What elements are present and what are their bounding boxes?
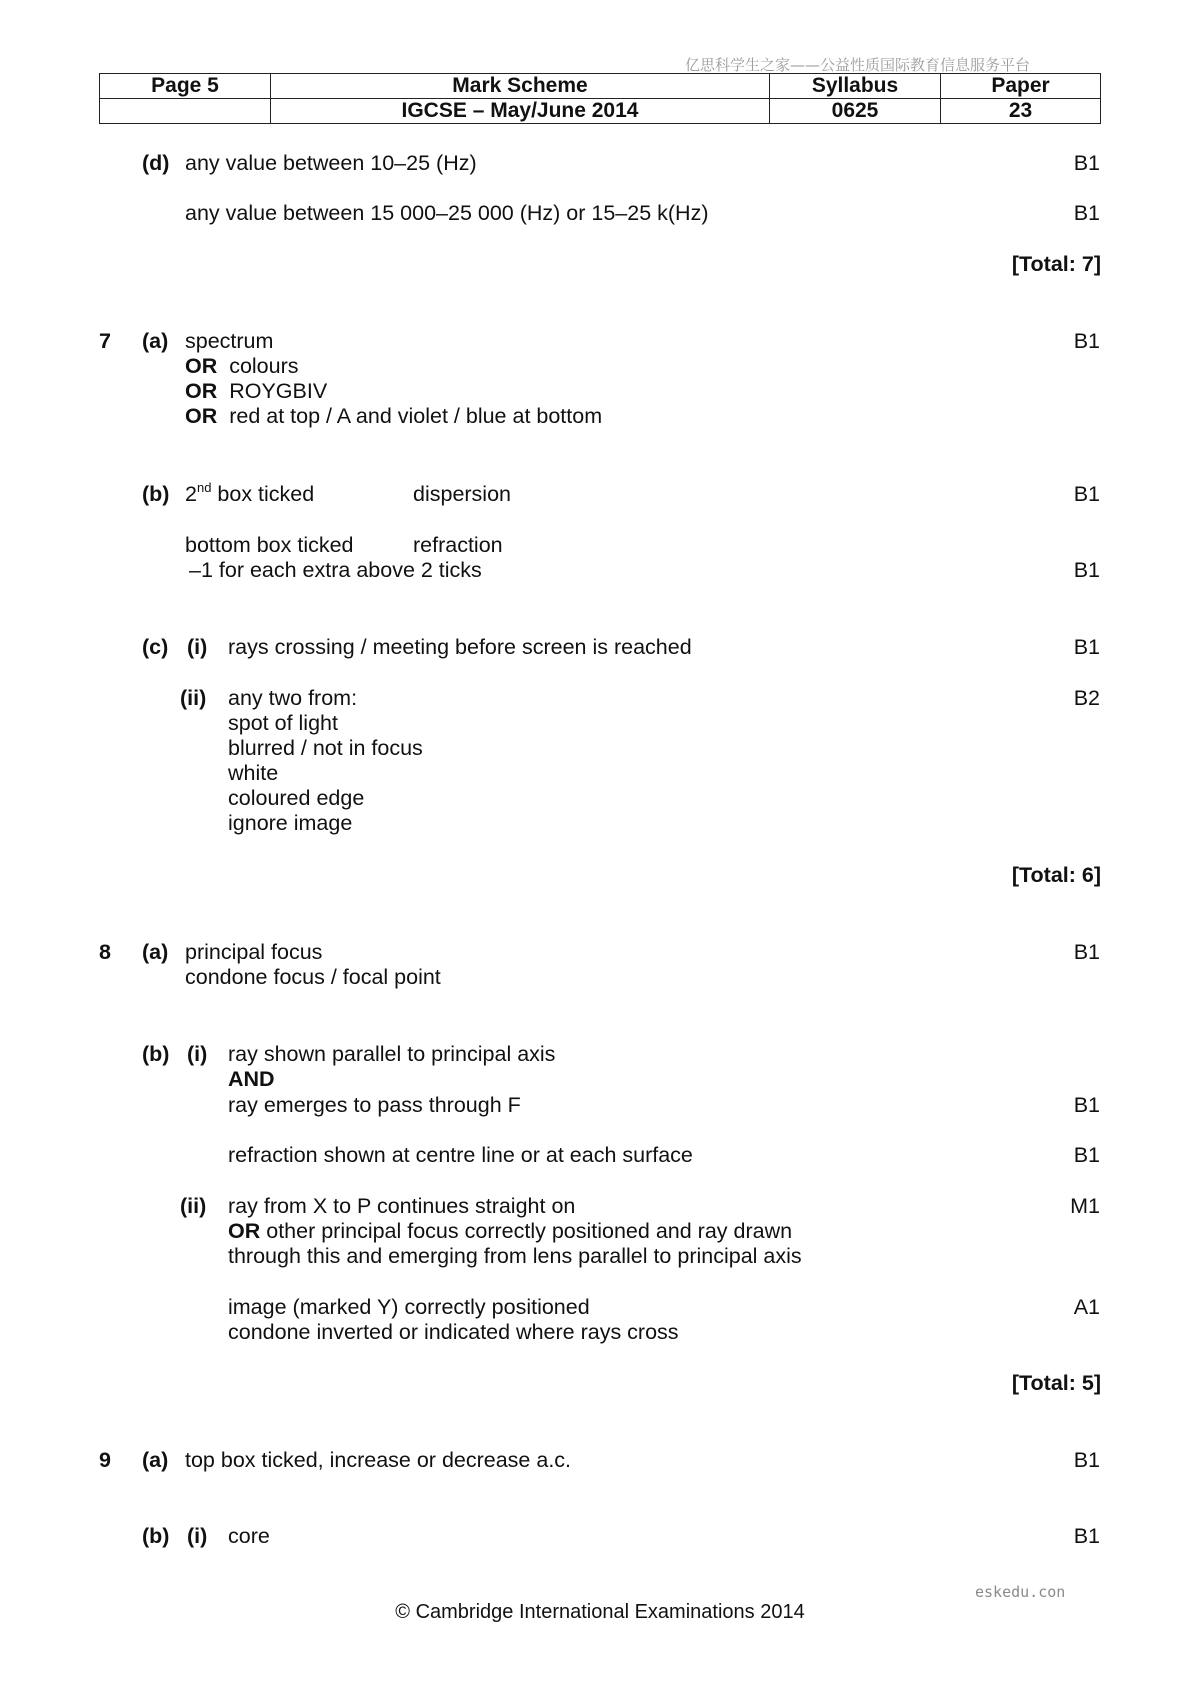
q7a-line1: spectrum	[185, 329, 274, 353]
q6-total: [Total: 7]	[1011, 252, 1101, 276]
q7b-term2: refraction	[413, 533, 503, 557]
q6d-label: (d)	[142, 151, 170, 175]
header-page: Page 5	[100, 74, 271, 99]
watermark-bottom: eskedu.con	[975, 1583, 1066, 1601]
q7a-alt2-text: ROYGBIV	[229, 379, 328, 403]
q6d-line1: any value between 10–25 (Hz)	[185, 151, 477, 175]
q7c-i-text: rays crossing / meeting before screen is reached	[228, 635, 692, 659]
q7b-line3: –1 for each extra above 2 ticks	[189, 558, 482, 582]
q7b-mark2: B1	[1073, 558, 1100, 582]
q8b-ii-line2-text: other principal focus correctly positioned and ray drawn	[266, 1219, 793, 1243]
q8b-i-line3: refraction shown at centre line or at each surface	[228, 1143, 693, 1167]
q9a-text: top box ticked, increase or decrease a.c.	[185, 1448, 572, 1472]
q8b-i-mark2: B1	[1073, 1143, 1100, 1167]
q8a-line1: principal focus	[185, 940, 323, 964]
q9b-i-label: (i)	[187, 1524, 208, 1548]
header-paper: 23	[941, 99, 1101, 124]
header-empty	[100, 99, 271, 124]
q7b-term1: dispersion	[413, 482, 511, 506]
q8b-i-mark1: B1	[1073, 1093, 1100, 1117]
q8a-mark: B1	[1073, 940, 1100, 964]
q7c-ii-line: ignore image	[228, 811, 353, 835]
q7b-line1	[185, 482, 314, 507]
header-table	[99, 73, 1101, 124]
q6d-mark1: B1	[1073, 151, 1100, 175]
q8b-i-and: AND	[228, 1067, 275, 1091]
or-keyword: OR	[185, 354, 218, 378]
q7c-ii-line: white	[228, 761, 279, 785]
q7a-alt1-text: colours	[229, 354, 299, 378]
q7b-label: (b)	[142, 482, 170, 506]
q7c-label: (c)	[142, 635, 169, 659]
q7a-alt3-text: red at top / A and violet / blue at bottom	[229, 404, 603, 428]
q8b-ii-line3: through this and emerging from lens parallel to principal axis	[228, 1244, 802, 1268]
q7c-ii-label: (ii)	[180, 686, 207, 710]
q7c-ii-line: coloured edge	[228, 786, 365, 810]
or-keyword: OR	[185, 379, 218, 403]
header-syllabus-label: Syllabus	[770, 74, 941, 99]
q7c-i-mark: B1	[1073, 635, 1100, 659]
q8b-ii-mark2: A1	[1073, 1295, 1100, 1319]
q8-number: 8	[99, 940, 111, 964]
q6d-mark2: B1	[1073, 201, 1100, 225]
q7c-ii-line: blurred / not in focus	[228, 736, 423, 760]
q8b-ii-line5: condone inverted or indicated where rays cross	[228, 1320, 679, 1344]
q8a-line2: condone focus / focal point	[185, 965, 441, 989]
header-syllabus: 0625	[770, 99, 941, 124]
q8b-i-line2: ray emerges to pass through F	[228, 1093, 521, 1117]
q8b-ii-line4: image (marked Y) correctly positioned	[228, 1295, 590, 1319]
q7a-alt3	[185, 404, 602, 429]
q9b-i-mark: B1	[1073, 1524, 1100, 1548]
or-keyword: OR	[228, 1219, 261, 1243]
q7c-ii-mark: B2	[1073, 686, 1100, 710]
q9b-label: (b)	[142, 1524, 170, 1548]
q8b-ii-mark1: M1	[1070, 1194, 1100, 1218]
q6d-line2: any value between 15 000–25 000 (Hz) or 15–25 k(Hz)	[185, 201, 709, 225]
q8a-label: (a)	[142, 940, 169, 964]
q9b-i-text: core	[228, 1524, 270, 1548]
q7-total: [Total: 6]	[1011, 863, 1101, 887]
q9a-label: (a)	[142, 1448, 169, 1472]
q7a-alt2	[185, 379, 327, 404]
q7-number: 7	[99, 329, 111, 353]
q8b-label: (b)	[142, 1042, 170, 1066]
q8b-i-label: (i)	[187, 1042, 208, 1066]
q8-total: [Total: 5]	[1011, 1371, 1101, 1395]
q9a-mark: B1	[1073, 1448, 1100, 1472]
q7a-label: (a)	[142, 329, 169, 353]
q7c-ii-line: spot of light	[228, 711, 338, 735]
q7c-ii-line: any two from:	[228, 686, 358, 710]
q8b-i-line1: ray shown parallel to principal axis	[228, 1042, 556, 1066]
q7b-line2: bottom box ticked	[185, 533, 354, 557]
q7c-i-label: (i)	[187, 635, 208, 659]
q7a-alt1	[185, 354, 299, 379]
q8b-ii-line1: ray from X to P continues straight on	[228, 1194, 576, 1218]
header-exam: IGCSE – May/June 2014	[271, 99, 770, 124]
watermark-top: 亿思科学生之家——公益性质国际教育信息服务平台	[685, 56, 1031, 74]
header-doc: Mark Scheme	[271, 74, 770, 99]
q7b-mark1: B1	[1073, 482, 1100, 506]
q8b-ii-line2	[228, 1219, 792, 1244]
q7a-mark: B1	[1073, 329, 1100, 353]
footer-copyright: © Cambridge International Examinations 2014	[395, 1601, 805, 1623]
q9-number: 9	[99, 1448, 111, 1472]
or-keyword: OR	[185, 404, 218, 428]
q7b-line1-pre: 2	[185, 482, 197, 506]
q7b-line1-sup: nd	[196, 480, 212, 495]
q7b-line1-post: box ticked	[211, 482, 315, 506]
header-paper-label: Paper	[941, 74, 1101, 99]
q8b-ii-label: (ii)	[180, 1194, 207, 1218]
